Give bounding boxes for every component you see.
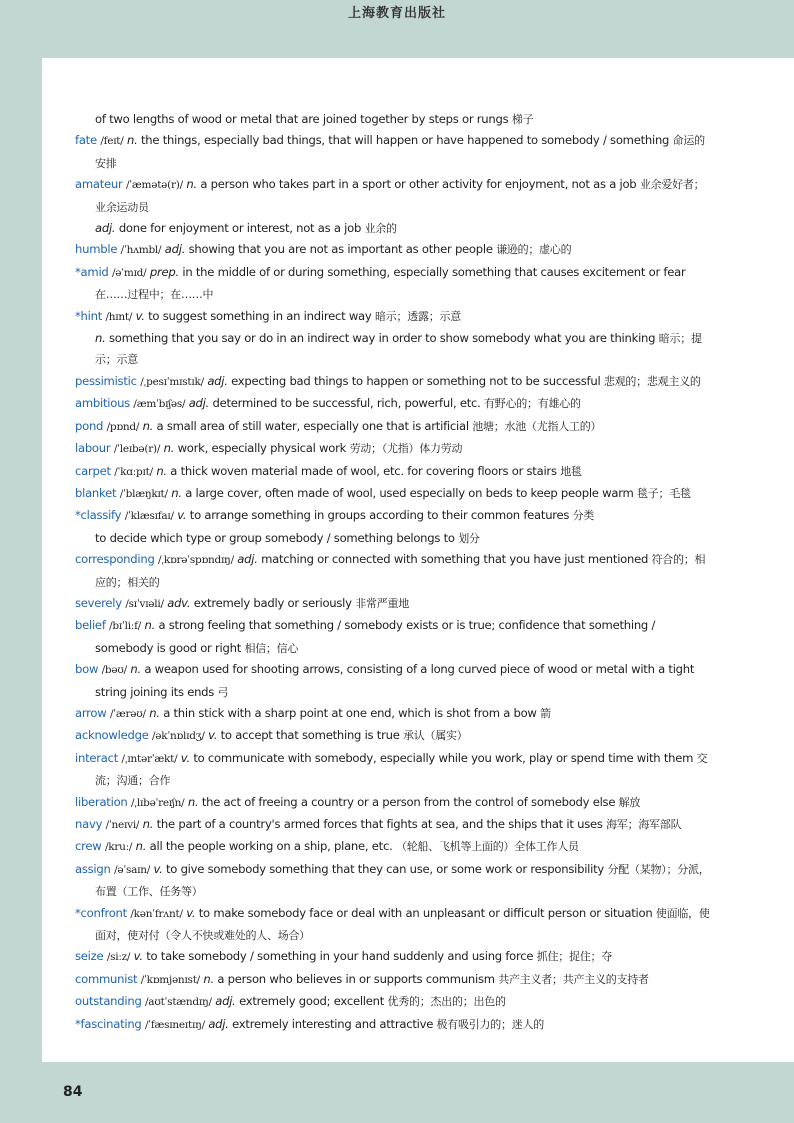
- headword: labour: [75, 441, 111, 456]
- chinese-translation: 悲观的；悲观主义的: [603, 374, 701, 388]
- phonetic: /bɪˈliːf/: [109, 620, 142, 633]
- phonetic: /əˈsaɪn/: [114, 863, 151, 876]
- vocab-entry: [75, 814, 715, 836]
- chinese-translation: 暗示；透露；示意: [374, 309, 461, 323]
- vocab-entry-continuation: [75, 528, 715, 549]
- headword: assign: [75, 861, 111, 876]
- phonetic: /ˈæmətə(r)/: [125, 179, 183, 192]
- headword: blanket: [75, 485, 117, 500]
- phonetic: /siːz/: [106, 951, 131, 964]
- definition: to give somebody something that they can use, or some work or responsibility: [166, 861, 605, 876]
- part-of-speech: n.: [144, 618, 156, 633]
- vocab-entry: [75, 593, 715, 615]
- part-of-speech: n.: [156, 463, 167, 478]
- vocab-entry: [75, 1014, 715, 1036]
- vocab-entry: [75, 505, 715, 527]
- part-of-speech: adj.: [208, 1016, 229, 1031]
- part-of-speech: n.: [95, 331, 106, 346]
- definition: done for enjoyment or interest, not as a job: [118, 221, 362, 236]
- part-of-speech: v.: [208, 728, 218, 743]
- chinese-translation: 共产主义者；共产主义的支持者: [498, 972, 649, 986]
- headword: amateur: [75, 177, 123, 192]
- chinese-translation: 解放: [618, 795, 641, 809]
- headword: bow: [75, 662, 99, 677]
- part-of-speech: n.: [142, 418, 154, 433]
- part-of-speech: adj.: [188, 396, 210, 411]
- chinese-translation: （轮船、飞机等上面的）全体工作人员: [395, 840, 579, 854]
- vocab-entry: [75, 615, 715, 659]
- chinese-translation: 承认（属实）: [403, 729, 468, 743]
- chinese-translation: 符合的；相应的；相关的: [95, 553, 706, 589]
- definition: to accept that something is true: [220, 728, 400, 743]
- chinese-translation: 池塘；水池（尤指人工的）: [472, 419, 602, 433]
- phonetic: /ˈhʌmbl/: [120, 244, 162, 257]
- headword: *confront: [75, 905, 127, 920]
- chinese-translation: 业余的: [364, 222, 397, 236]
- chinese-translation: 在……过程中；在……中: [95, 288, 214, 302]
- definition: to arrange something in groups according to their common features: [189, 508, 570, 523]
- phonetic: /kruː/: [104, 841, 133, 854]
- headword: humble: [75, 242, 118, 257]
- vocab-entry: [75, 703, 715, 725]
- phonetic: /ˈblæŋkɪt/: [119, 487, 168, 500]
- vocab-entry: [75, 792, 715, 814]
- chinese-translation: 分类: [572, 509, 595, 523]
- definition: a strong feeling that something / somebody exists or is true; confidence that something / somebody is good or right: [95, 618, 656, 655]
- definition: extremely badly or seriously: [193, 595, 352, 610]
- phonetic: /ˈleɪbə(r)/: [113, 443, 161, 456]
- page-number: 84: [63, 1084, 83, 1100]
- definition: to take somebody / something in your hand suddenly and using force: [146, 949, 534, 964]
- vocab-entry: [75, 725, 715, 747]
- vocab-entry-continuation: [75, 328, 715, 371]
- part-of-speech: v.: [177, 508, 187, 523]
- vocabulary-page: [42, 58, 794, 1062]
- definition: in the middle of or during something, especially something that causes excitement or fear: [182, 264, 686, 279]
- vocab-entry: [75, 174, 715, 218]
- phonetic: /ˈkɒmjənɪst/: [140, 973, 200, 986]
- vocab-entry: [75, 946, 715, 968]
- phonetic: /ˌpesɪˈmɪstɪk/: [140, 375, 204, 388]
- definition: extremely interesting and attractive: [232, 1016, 434, 1031]
- part-of-speech: adj.: [215, 994, 236, 1009]
- definition: a small area of still water, especially one that is artificial: [156, 418, 469, 433]
- part-of-speech: v.: [180, 750, 190, 765]
- headword: carpet: [75, 463, 111, 478]
- chinese-translation: 划分: [458, 531, 480, 545]
- phonetic: /əˈmɪd/: [111, 266, 147, 279]
- vocab-entry: [75, 991, 715, 1013]
- definition: all the people working on a ship, plane, etc.: [149, 839, 393, 854]
- definition: of two lengths of wood or metal that are joined together by steps or rungs: [95, 112, 509, 126]
- headword: acknowledge: [75, 728, 149, 743]
- phonetic: /aʊtˈstændɪŋ/: [145, 996, 212, 1009]
- definition: a thin stick with a sharp point at one end, which is shot from a bow: [163, 705, 537, 720]
- phonetic: /bəʊ/: [101, 664, 127, 677]
- headword: crew: [75, 839, 102, 854]
- chinese-translation: 暗示；提示；示意: [95, 332, 702, 367]
- vocab-entry: [75, 262, 715, 306]
- chinese-translation: 梯子: [511, 113, 534, 126]
- phonetic: /ˈneɪvi/: [105, 819, 140, 831]
- part-of-speech: n.: [163, 441, 175, 456]
- headword: navy: [75, 817, 103, 831]
- vocab-entry: [75, 371, 715, 393]
- definition: something that you say or do in an indirect way in order to show somebody what you are thinking: [108, 331, 656, 346]
- phonetic: /ˈkɑːpɪt/: [114, 465, 153, 478]
- phonetic: /kənˈfrʌnt/: [130, 907, 183, 920]
- chinese-translation: 相信；信心: [244, 641, 299, 655]
- definition: extremely good; excellent: [239, 994, 385, 1009]
- vocab-entry: [75, 969, 715, 991]
- phonetic: /ˌlɪbəˈreɪʃn/: [130, 796, 185, 809]
- part-of-speech: prep.: [149, 264, 179, 279]
- vocab-entry: [75, 549, 715, 593]
- phonetic: /hɪnt/: [105, 310, 133, 323]
- headword: ambitious: [75, 396, 130, 411]
- headword: *fascinating: [75, 1016, 142, 1031]
- phonetic: /ˈklæsɪfaɪ/: [124, 510, 174, 523]
- definition: determined to be successful, rich, powerful, etc.: [212, 396, 481, 411]
- vocab-entry: [75, 306, 715, 328]
- vocab-entry: [75, 659, 715, 703]
- headword: fate: [75, 133, 97, 148]
- definition: a person who believes in or supports communism: [217, 971, 495, 986]
- phonetic: /feɪt/: [100, 135, 124, 148]
- vocabulary-list: [75, 109, 715, 1036]
- part-of-speech: n.: [127, 133, 138, 148]
- chinese-translation: 业余爱好者；业余运动员: [95, 178, 705, 214]
- vocab-entry: [75, 483, 715, 505]
- chinese-translation: 谦逊的；虚心的: [496, 243, 572, 257]
- definition: matching or connected with something that you have just mentioned: [261, 552, 649, 567]
- part-of-speech: v.: [186, 905, 196, 920]
- part-of-speech: adj.: [207, 373, 228, 388]
- part-of-speech: n.: [186, 177, 197, 192]
- vocab-entry-continuation: [75, 109, 715, 130]
- chinese-translation: 命运的安排: [95, 134, 705, 170]
- definition: to suggest something in an indirect way: [148, 308, 372, 323]
- phonetic: /ˌkɒrəˈspɒndɪŋ/: [158, 554, 234, 567]
- headword: liberation: [75, 794, 128, 809]
- vocab-entry: [75, 130, 715, 174]
- headword: outstanding: [75, 994, 142, 1009]
- part-of-speech: n.: [203, 971, 214, 986]
- vocab-entry: [75, 903, 715, 947]
- chinese-translation: 分配（某物）；分派，布置（工作、任务等）: [95, 862, 710, 899]
- part-of-speech: v.: [153, 861, 163, 876]
- definition: work, especially physical work: [177, 441, 347, 456]
- phonetic: /æmˈbɪʃəs/: [133, 398, 186, 411]
- headword: severely: [75, 595, 122, 610]
- headword: seize: [75, 949, 104, 964]
- chinese-translation: 箭: [540, 706, 551, 720]
- vocab-entry: [75, 836, 715, 858]
- phonetic: /ˈfæsɪneɪtɪŋ/: [144, 1018, 205, 1031]
- definition: a weapon used for shooting arrows, consisting of a long curved piece of wood or metal with a tight string joining its ends: [95, 662, 695, 699]
- part-of-speech: adj.: [164, 242, 186, 257]
- definition: a thick woven material made of wool, etc. for covering floors or stairs: [170, 463, 557, 478]
- definition: the things, especially bad things, that will happen or have happened to somebody / something: [141, 133, 670, 148]
- part-of-speech: n.: [171, 485, 182, 500]
- headword: corresponding: [75, 552, 155, 567]
- chinese-translation: 优秀的；杰出的；出色的: [387, 995, 506, 1009]
- part-of-speech: adj.: [95, 221, 116, 236]
- part-of-speech: n.: [187, 794, 199, 809]
- part-of-speech: adv.: [167, 595, 191, 610]
- vocab-entry: [75, 748, 715, 792]
- chinese-translation: 极有吸引力的；迷人的: [436, 1017, 545, 1031]
- chinese-translation: 交流；沟通；合作: [95, 751, 708, 788]
- headword: belief: [75, 618, 106, 633]
- chinese-translation: 海军；海军部队: [606, 818, 682, 831]
- headword: *classify: [75, 508, 122, 523]
- headword: communist: [75, 971, 138, 986]
- phonetic: /ˌɪntərˈækt/: [121, 752, 178, 765]
- phonetic: /ˈærəʊ/: [109, 707, 146, 720]
- headword: arrow: [75, 705, 107, 720]
- part-of-speech: n.: [142, 817, 154, 831]
- part-of-speech: n.: [149, 705, 160, 720]
- definition: showing that you are not as important as other people: [188, 242, 493, 257]
- headword: interact: [75, 750, 119, 765]
- definition: to communicate with somebody, especially while you work, play or spend time with them: [193, 750, 694, 765]
- chinese-translation: 弓: [217, 685, 229, 699]
- vocab-entry-continuation: [75, 218, 715, 239]
- definition: a large cover, often made of wool, used especially on beds to keep people warm: [185, 485, 634, 500]
- part-of-speech: v.: [135, 308, 145, 323]
- chinese-translation: 使面临，使面对，使对付（令人不快或难处的人、场合）: [95, 906, 710, 943]
- vocab-entry: [75, 461, 715, 483]
- part-of-speech: v.: [133, 949, 143, 964]
- chinese-translation: 劳动；（尤指）体力劳动: [349, 442, 463, 456]
- headword: *amid: [75, 264, 109, 279]
- chinese-translation: 毯子；毛毯: [637, 486, 691, 500]
- chinese-translation: 抓住；捉住；夺: [536, 950, 612, 964]
- phonetic: /sɪˈvɪəli/: [125, 597, 164, 610]
- chinese-translation: 有野心的；有雄心的: [484, 397, 581, 411]
- vocab-entry: [75, 859, 715, 903]
- vocab-entry: [75, 393, 715, 415]
- vocab-entry: [75, 416, 715, 438]
- definition: to decide which type or group somebody / something belongs to: [95, 530, 455, 545]
- definition: the part of a country's armed forces that fights at sea, and the ships that it uses: [156, 817, 603, 831]
- part-of-speech: n.: [130, 662, 141, 677]
- part-of-speech: n.: [135, 839, 147, 854]
- phonetic: /əkˈnɒlɪdʒ/: [152, 730, 205, 743]
- definition: a person who takes part in a sport or other activity for enjoyment, not as a job: [200, 177, 637, 192]
- phonetic: /pɒnd/: [106, 420, 140, 433]
- headword: pessimistic: [75, 373, 137, 388]
- vocab-entry: [75, 239, 715, 261]
- definition: the act of freeing a country or a person from the control of somebody else: [201, 794, 616, 809]
- definition: to make somebody face or deal with an unpleasant or difficult person or situation: [198, 905, 653, 920]
- part-of-speech: adj.: [237, 552, 258, 567]
- headword: *hint: [75, 308, 103, 323]
- definition: expecting bad things to happen or something not to be successful: [231, 373, 601, 388]
- chinese-translation: 非常严重地: [355, 596, 409, 610]
- publisher-header: 上海教育出版社: [347, 6, 446, 21]
- chinese-translation: 地毯: [560, 464, 582, 478]
- headword: pond: [75, 418, 104, 433]
- vocab-entry: [75, 438, 715, 460]
